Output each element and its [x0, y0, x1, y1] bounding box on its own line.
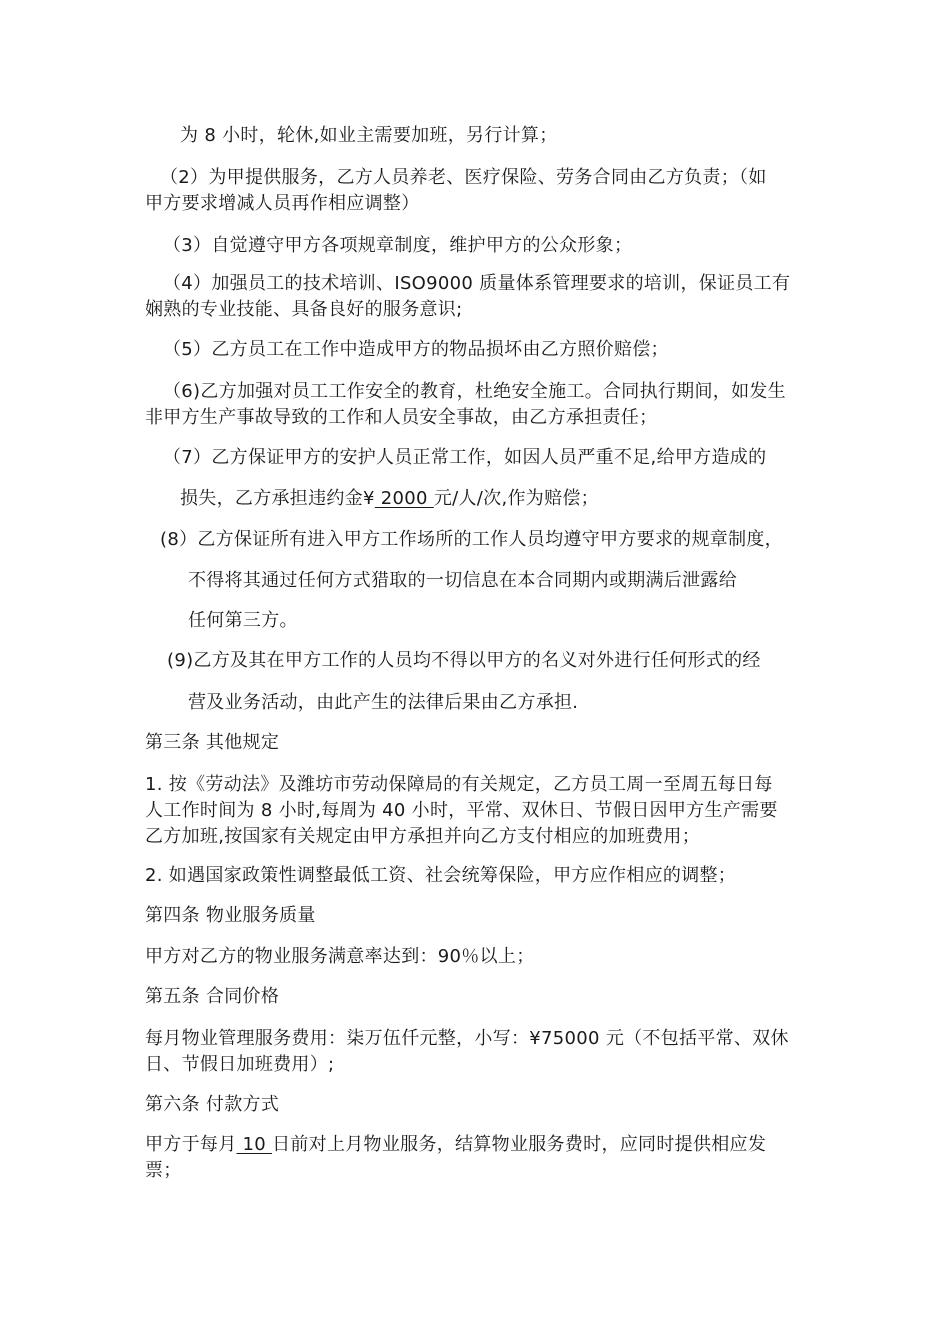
- section-heading-3: 第三条 其他规定: [145, 732, 280, 753]
- clause-6-line-1: （6)乙方加强对员工工作安全的教育，杜绝安全施工。合同执行期间，如发生: [163, 381, 786, 402]
- service-quality-text: 甲方对乙方的物业服务满意率达到：90％以上；: [145, 946, 535, 967]
- other-item-2: 2. 如遇国家政策性调整最低工资、社会统筹保险，甲方应作相应的调整；: [145, 865, 737, 886]
- clause-2-line-2: 甲方要求增减人员再作相应调整）: [145, 193, 420, 214]
- clause-4-line-1: （4）加强员工的技术培训、ISO9000 质量体系管理要求的培训，保证员工有: [163, 273, 791, 294]
- text-line: 为 8 小时，轮休,如业主需要加班，另行计算；: [180, 125, 558, 146]
- clause-4-line-2: 娴熟的专业技能、具备良好的服务意识;: [145, 299, 463, 320]
- clause-6-line-2: 非甲方生产事故导致的工作和人员安全事故，由乙方承担责任；: [145, 407, 658, 428]
- section-heading-5: 第五条 合同价格: [145, 986, 280, 1007]
- other-item-1-line-2: 人工作时间为 8 小时,每周为 40 小时，平常、双休日、节假日因甲方生产需要: [145, 800, 778, 821]
- payment-line-1: [145, 1135, 766, 1155]
- price-line-2: 日、节假日加班费用）;: [145, 1054, 335, 1075]
- clause-9-line-1: (9)乙方及其在甲方工作的人员均不得以甲方的名义对外进行任何形式的经: [167, 650, 761, 671]
- clause-2-line-1: （2）为甲提供服务，乙方人员养老、医疗保险、劳务合同由乙方负责；（如: [160, 167, 767, 188]
- clause-7-line-2: [180, 489, 599, 509]
- section-heading-4: 第四条 物业服务质量: [145, 905, 316, 926]
- other-item-1-line-3: 乙方加班,按国家有关规定由甲方承担并向乙方支付相应的加班费用；: [145, 826, 701, 847]
- payment-day: 10: [236, 1134, 273, 1155]
- clause-9-line-2: 营及业务活动，由此产生的法律后果由乙方承担.: [188, 692, 579, 713]
- clause-8-line-3: 任何第三方。: [188, 610, 298, 631]
- payment-text-tail: 日前对上月物业服务，结算物业服务费时，应同时提供相应发: [272, 1134, 767, 1155]
- payment-text: 甲方于每月: [145, 1134, 237, 1155]
- clause-8-line-2: 不得将其通过任何方式猎取的一切信息在本合同期内或期满后泄露给: [188, 570, 737, 591]
- section-heading-6: 第六条 付款方式: [145, 1094, 280, 1115]
- other-item-1-line-1: 1. 按《劳动法》及潍坊市劳动保障局的有关规定，乙方员工周一至周五每日每: [145, 774, 773, 795]
- penalty-text: 损失，乙方承担违约金¥: [180, 488, 375, 509]
- penalty-amount: 2000: [374, 488, 434, 509]
- payment-line-2: 票；: [145, 1160, 182, 1181]
- clause-8-line-1: (8）乙方保证所有进入甲方工作场所的工作人员均遵守甲方要求的规章制度，: [160, 529, 783, 550]
- clause-7-line-1: （7）乙方保证甲方的安护人员正常工作，如因人员严重不足,给甲方造成的: [163, 447, 767, 468]
- penalty-text-tail: 元/人/次,作为赔偿；: [433, 488, 599, 509]
- clause-5: （5）乙方员工在工作中造成甲方的物品损坏由乙方照价赔偿；: [163, 339, 669, 360]
- price-line-1: 每月物业管理服务费用：柒万伍仟元整，小写：¥75000 元（不包括平常、双休: [145, 1028, 789, 1049]
- clause-3: （3）自觉遵守甲方各项规章制度，维护甲方的公众形象；: [163, 235, 633, 256]
